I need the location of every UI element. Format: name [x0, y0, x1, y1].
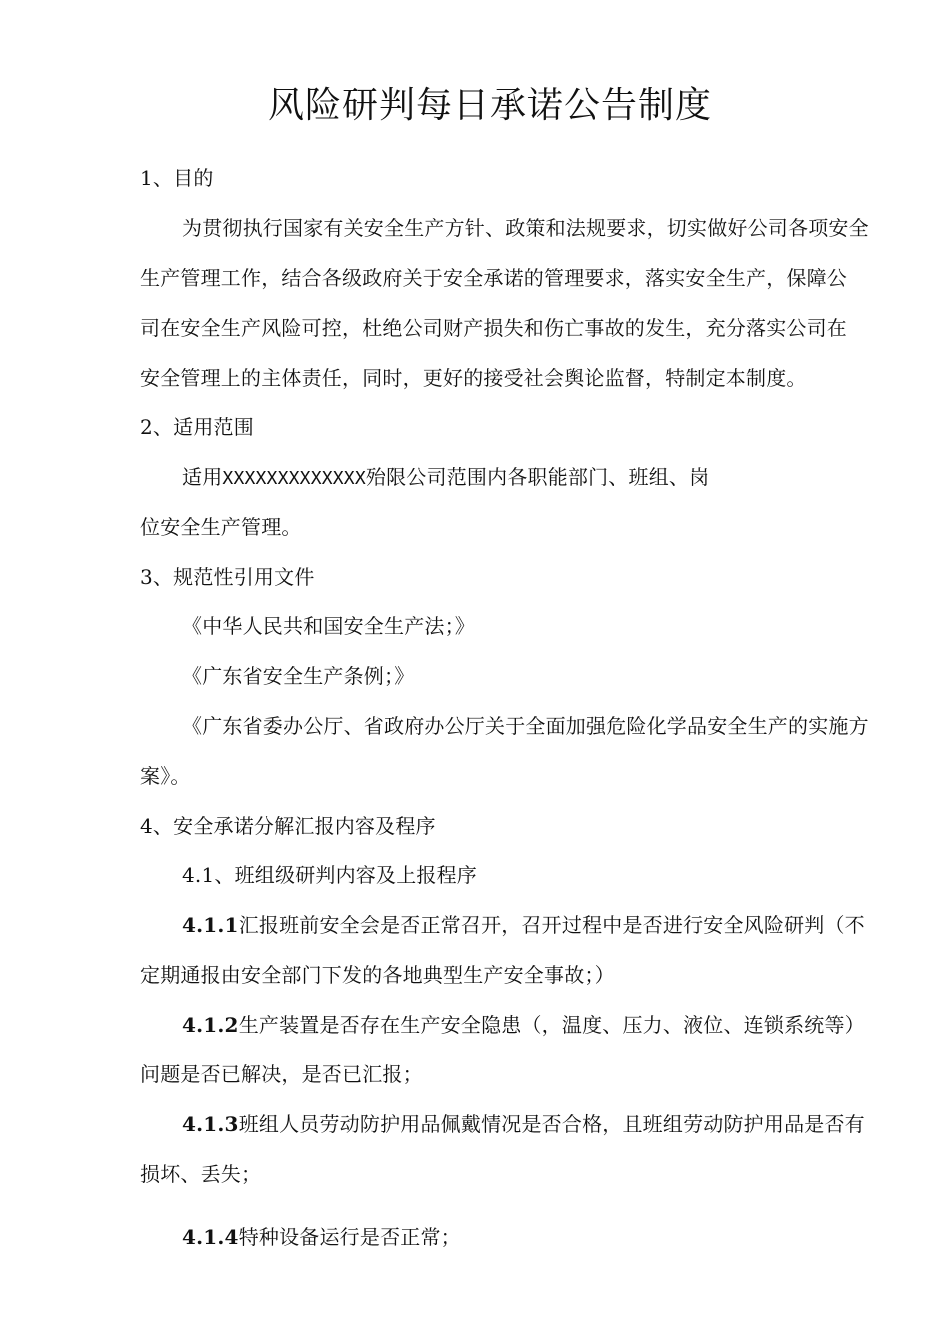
- item-4-1-2-line-1: [182, 1010, 865, 1040]
- section-1-paragraph-line-1: 为贯彻执行国家有关安全生产方针、政策和法规要求，切实做好公司各项安全: [182, 216, 869, 240]
- section-1-paragraph-line-2: 生产管理工作，结合各级政府关于安全承诺的管理要求，落实安全生产，保障公: [140, 266, 847, 290]
- item-4-1-2-number: 4.1.2: [182, 1013, 239, 1037]
- reference-3-line-2: 案》。: [140, 764, 191, 788]
- scope-suffix: 殆限公司范围内各职能部门、班组、岗: [365, 465, 710, 489]
- item-4-1-1-line-2: 定期通报由安全部门下发的各地典型生产安全事故；）: [140, 963, 615, 987]
- scope-prefix: 适用: [182, 465, 223, 489]
- company-code: XXXXXXXXXXXXX: [222, 468, 366, 489]
- item-4-1-1-text: 汇报班前安全会是否正常召开，召开过程中是否进行安全风险研判（不: [238, 913, 865, 937]
- reference-2: 《广东省安全生产条例；》: [182, 664, 415, 688]
- section-1-heading: 1、目的: [140, 166, 214, 190]
- subsection-4-1-heading: 4.1、班组级研判内容及上报程序: [182, 863, 478, 887]
- item-4-1-3-number: 4.1.3: [182, 1112, 239, 1136]
- section-1-paragraph-line-4: 安全管理上的主体责任，同时，更好的接受社会舆论监督，特制定本制度。: [140, 366, 807, 390]
- section-3-heading: 3、规范性引用文件: [140, 565, 315, 589]
- item-4-1-4-line-1: [182, 1222, 461, 1252]
- item-4-1-1-number: 4.1.1: [182, 913, 239, 937]
- item-4-1-4-number: 4.1.4: [182, 1225, 239, 1249]
- section-2-heading: 2、适用范围: [140, 415, 254, 439]
- page-title: 风险研判每日承诺公告制度: [267, 85, 712, 126]
- item-4-1-3-line-1: [182, 1109, 865, 1139]
- reference-3-line-1: 《广东省委办公厅、省政府办公厅关于全面加强危险化学品安全生产的实施方: [182, 714, 869, 738]
- section-1-paragraph-line-3: 司在安全生产风险可控，杜绝公司财产损失和伤亡事故的发生，充分落实公司在: [140, 316, 847, 340]
- item-4-1-1-line-1: [182, 910, 865, 940]
- section-4-heading: 4、安全承诺分解汇报内容及程序: [140, 814, 436, 838]
- reference-1: 《中华人民共和国安全生产法；》: [182, 614, 475, 638]
- section-2-paragraph-line-1: [182, 462, 709, 494]
- section-2-paragraph-line-2: 位安全生产管理。: [140, 515, 302, 539]
- item-4-1-3-line-2: 损坏、丢失；: [140, 1162, 262, 1186]
- item-4-1-3-text: 班组人员劳动防护用品佩戴情况是否合格，且班组劳动防护用品是否有: [238, 1112, 865, 1136]
- item-4-1-4-text: 特种设备运行是否正常；: [238, 1225, 461, 1249]
- item-4-1-2-line-2: 问题是否已解决，是否已汇报；: [140, 1062, 423, 1086]
- item-4-1-2-text: 生产装置是否存在生产安全隐患（，温度、压力、液位、连锁系统等）: [238, 1013, 865, 1037]
